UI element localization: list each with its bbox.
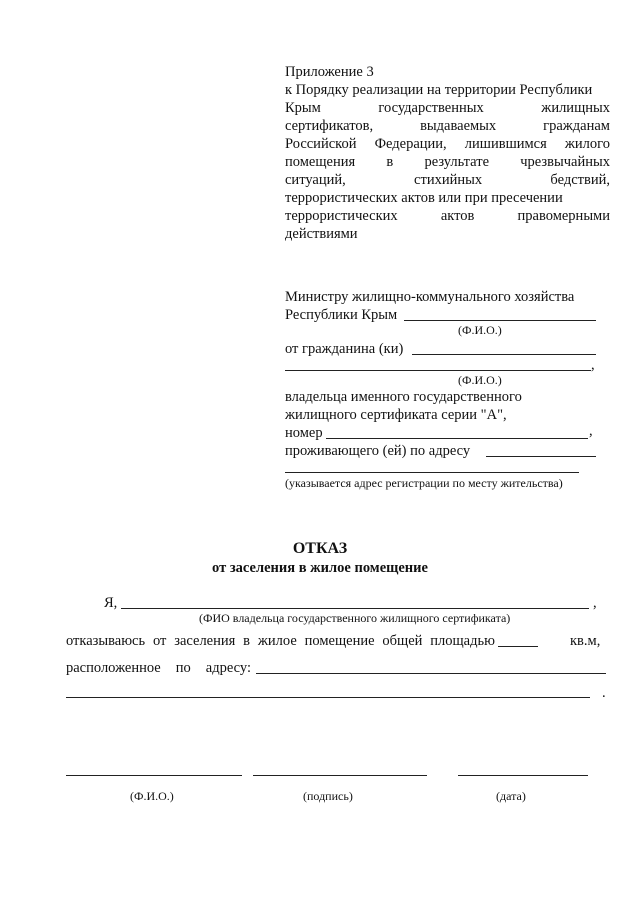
fio-signature-field[interactable] [66, 775, 242, 776]
residing-label: проживающего (ей) по адресу [285, 443, 471, 459]
date-field[interactable] [458, 775, 588, 776]
addressee-ministry: Министру жилищно-коммунального хозяйства [285, 289, 575, 305]
owner-line: жилищного сертификата серии "А", [285, 407, 507, 423]
from-citizen-label: от гражданина (ки) [285, 341, 404, 357]
appendix-text-line: сертификатов, выдаваемых гражданам [285, 118, 610, 134]
appendix-number: Приложение 3 [285, 64, 374, 80]
fio-caption: (Ф.И.О.) [130, 789, 174, 803]
period: . [602, 685, 606, 701]
i-label: Я, [104, 595, 118, 611]
comma: , [591, 357, 595, 373]
ministry-name-field[interactable] [404, 320, 596, 321]
appendix-text-line: действиями [285, 226, 358, 242]
area-field[interactable] [498, 646, 538, 647]
fio-hint: (Ф.И.О.) [458, 323, 502, 337]
address-field[interactable] [486, 456, 596, 457]
refusal-text-line: отказываюсь от заселения в жилое помещение общей площадью [66, 633, 495, 649]
signature-field[interactable] [253, 775, 427, 776]
address-field-2[interactable] [285, 472, 579, 473]
owner-name-field[interactable] [121, 608, 589, 609]
sqm-label: кв.м, [570, 633, 601, 649]
document-subtitle: от заселения в жилое помещение [212, 560, 428, 576]
number-label: номер [285, 425, 323, 441]
appendix-text-line: Крым государственных жилищных [285, 100, 610, 116]
premises-address-field-2[interactable] [66, 697, 590, 698]
owner-line: владельца именного государственного [285, 389, 522, 405]
fio-hint: (Ф.И.О.) [458, 373, 502, 387]
premises-address-field[interactable] [256, 673, 606, 674]
cert-owner-hint: (ФИО владельца государственного жилищного сертификата) [199, 611, 511, 625]
citizen-name-field[interactable] [412, 354, 596, 355]
citizen-name-field-2[interactable] [285, 370, 591, 371]
comma: , [593, 595, 597, 611]
appendix-text-line: помещения в результате чрезвычайных [285, 154, 610, 170]
date-caption: (дата) [496, 789, 526, 803]
appendix-text-line: террористических актов правомерными [285, 208, 610, 224]
appendix-text-line: ситуаций, стихийных бедствий, [285, 172, 610, 188]
signature-caption: (подпись) [303, 789, 353, 803]
address-hint: (указывается адрес регистрации по месту жительства) [285, 476, 563, 490]
appendix-text-line: Российской Федерации, лишившимся жилого [285, 136, 610, 152]
comma: , [589, 423, 593, 439]
addressee-republic: Республики Крым [285, 307, 398, 323]
certificate-number-field[interactable] [326, 438, 588, 439]
located-label: расположенное по адресу: [66, 660, 251, 676]
appendix-text-line: к Порядку реализации на территории Республики [285, 82, 593, 98]
document-title: ОТКАЗ [292, 540, 348, 557]
appendix-text-line: террористических актов или при пресечении [285, 190, 563, 206]
